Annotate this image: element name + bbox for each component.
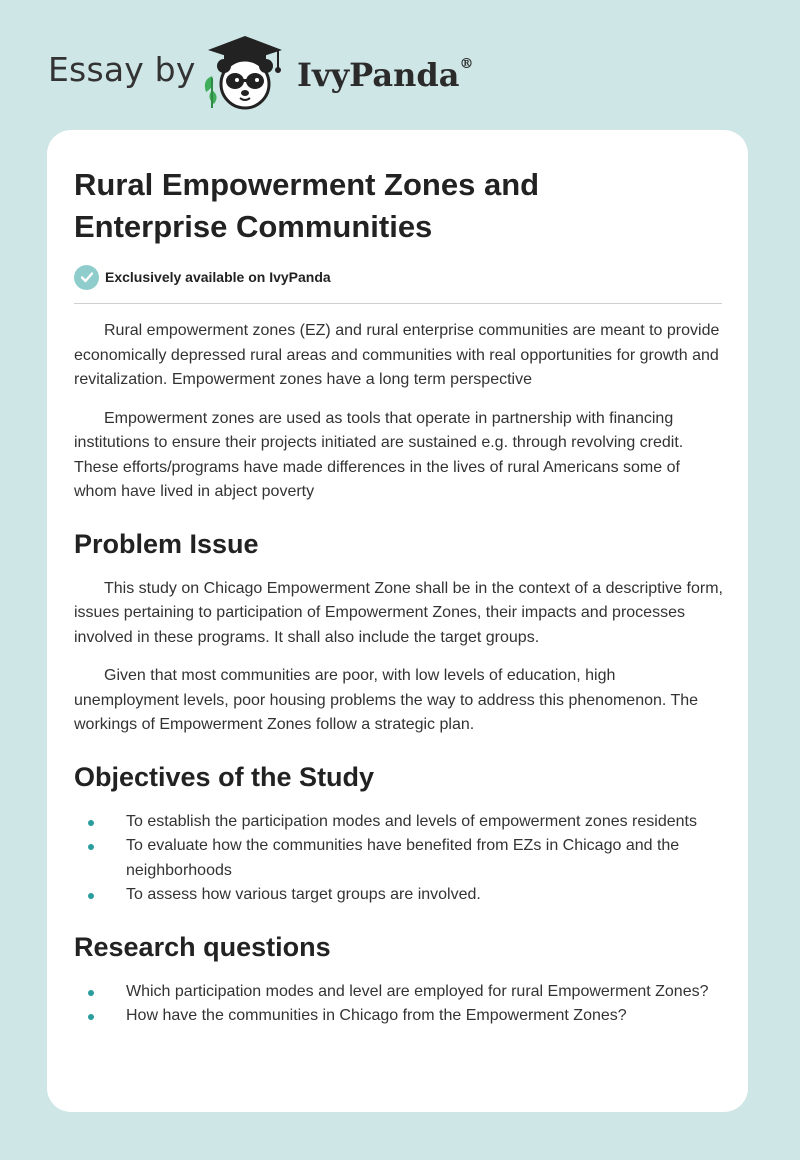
list-item [74, 883, 724, 908]
check-icon [74, 265, 99, 290]
list-item [74, 1004, 724, 1029]
objectives-list [74, 810, 724, 908]
problem-paragraph: This study on Chicago Empowerment Zone shall be in the context of a descriptive form, issues pertaining to participation of Empowerment Zones, their impacts and processes involved in these programs. It shall also include the target groups. [74, 579, 723, 646]
list-item-text: How have the communities in Chicago from the Empowerment Zones? [126, 1007, 627, 1024]
essay-by-label: Essay by [48, 50, 196, 89]
brand-text: IvyPanda [297, 56, 460, 94]
site-header [0, 0, 800, 120]
list-item-text: To establish the participation modes and levels of empowerment zones residents [126, 812, 697, 830]
exclusive-badge [74, 264, 331, 290]
article-body [74, 319, 724, 1047]
page-title: Rural Empowerment Zones and Enterprise Communities [74, 167, 540, 244]
bullet-icon [88, 820, 94, 826]
bullet-icon [88, 990, 94, 996]
bullet-icon [88, 893, 94, 899]
essay-card [47, 130, 748, 1112]
list-item [74, 834, 724, 883]
divider [74, 303, 722, 304]
problem-paragraph: Given that most communities are poor, with low levels of education, high unemployment levels, poor housing problems the way to address this phenomenon. The workings of Empowerment Zones follow a strategic plan. [74, 667, 699, 733]
panda-logo-icon[interactable] [200, 32, 290, 112]
intro-paragraph: Rural empowerment zones (EZ) and rural enterprise communities are meant to provide economically depressed rural areas and communities with real opportunities for growth and revitalization. Empowerment zones have a long term perspective [74, 322, 720, 388]
list-item [74, 810, 724, 835]
list-item-text: To evaluate how the communities have benefited from EZs in Chicago and the neighborhoods [126, 837, 680, 879]
section-heading-problem: Problem Issue [74, 528, 259, 559]
brand-name[interactable] [297, 56, 473, 94]
questions-list [74, 980, 724, 1029]
section-heading-objectives: Objectives of the Study [74, 761, 375, 792]
bullet-icon [88, 844, 94, 850]
list-item-text: To assess how various target groups are involved. [126, 886, 481, 903]
registered-mark: ® [459, 56, 474, 73]
list-item-text: Which participation modes and level are employed for rural Empowerment Zones? [126, 982, 709, 1000]
bullet-icon [88, 1014, 94, 1020]
exclusive-text: Exclusively available on IvyPanda [105, 269, 331, 285]
section-heading-questions: Research questions [74, 931, 331, 962]
intro-paragraph: Empowerment zones are used as tools that operate in partnership with financing institutions to ensure their projects initiated are sustained e.g. through revolving credit. These efforts/programs have made differences in the lives of rural Americans some of whom have lived in abject poverty [74, 409, 684, 500]
list-item [74, 980, 724, 1005]
